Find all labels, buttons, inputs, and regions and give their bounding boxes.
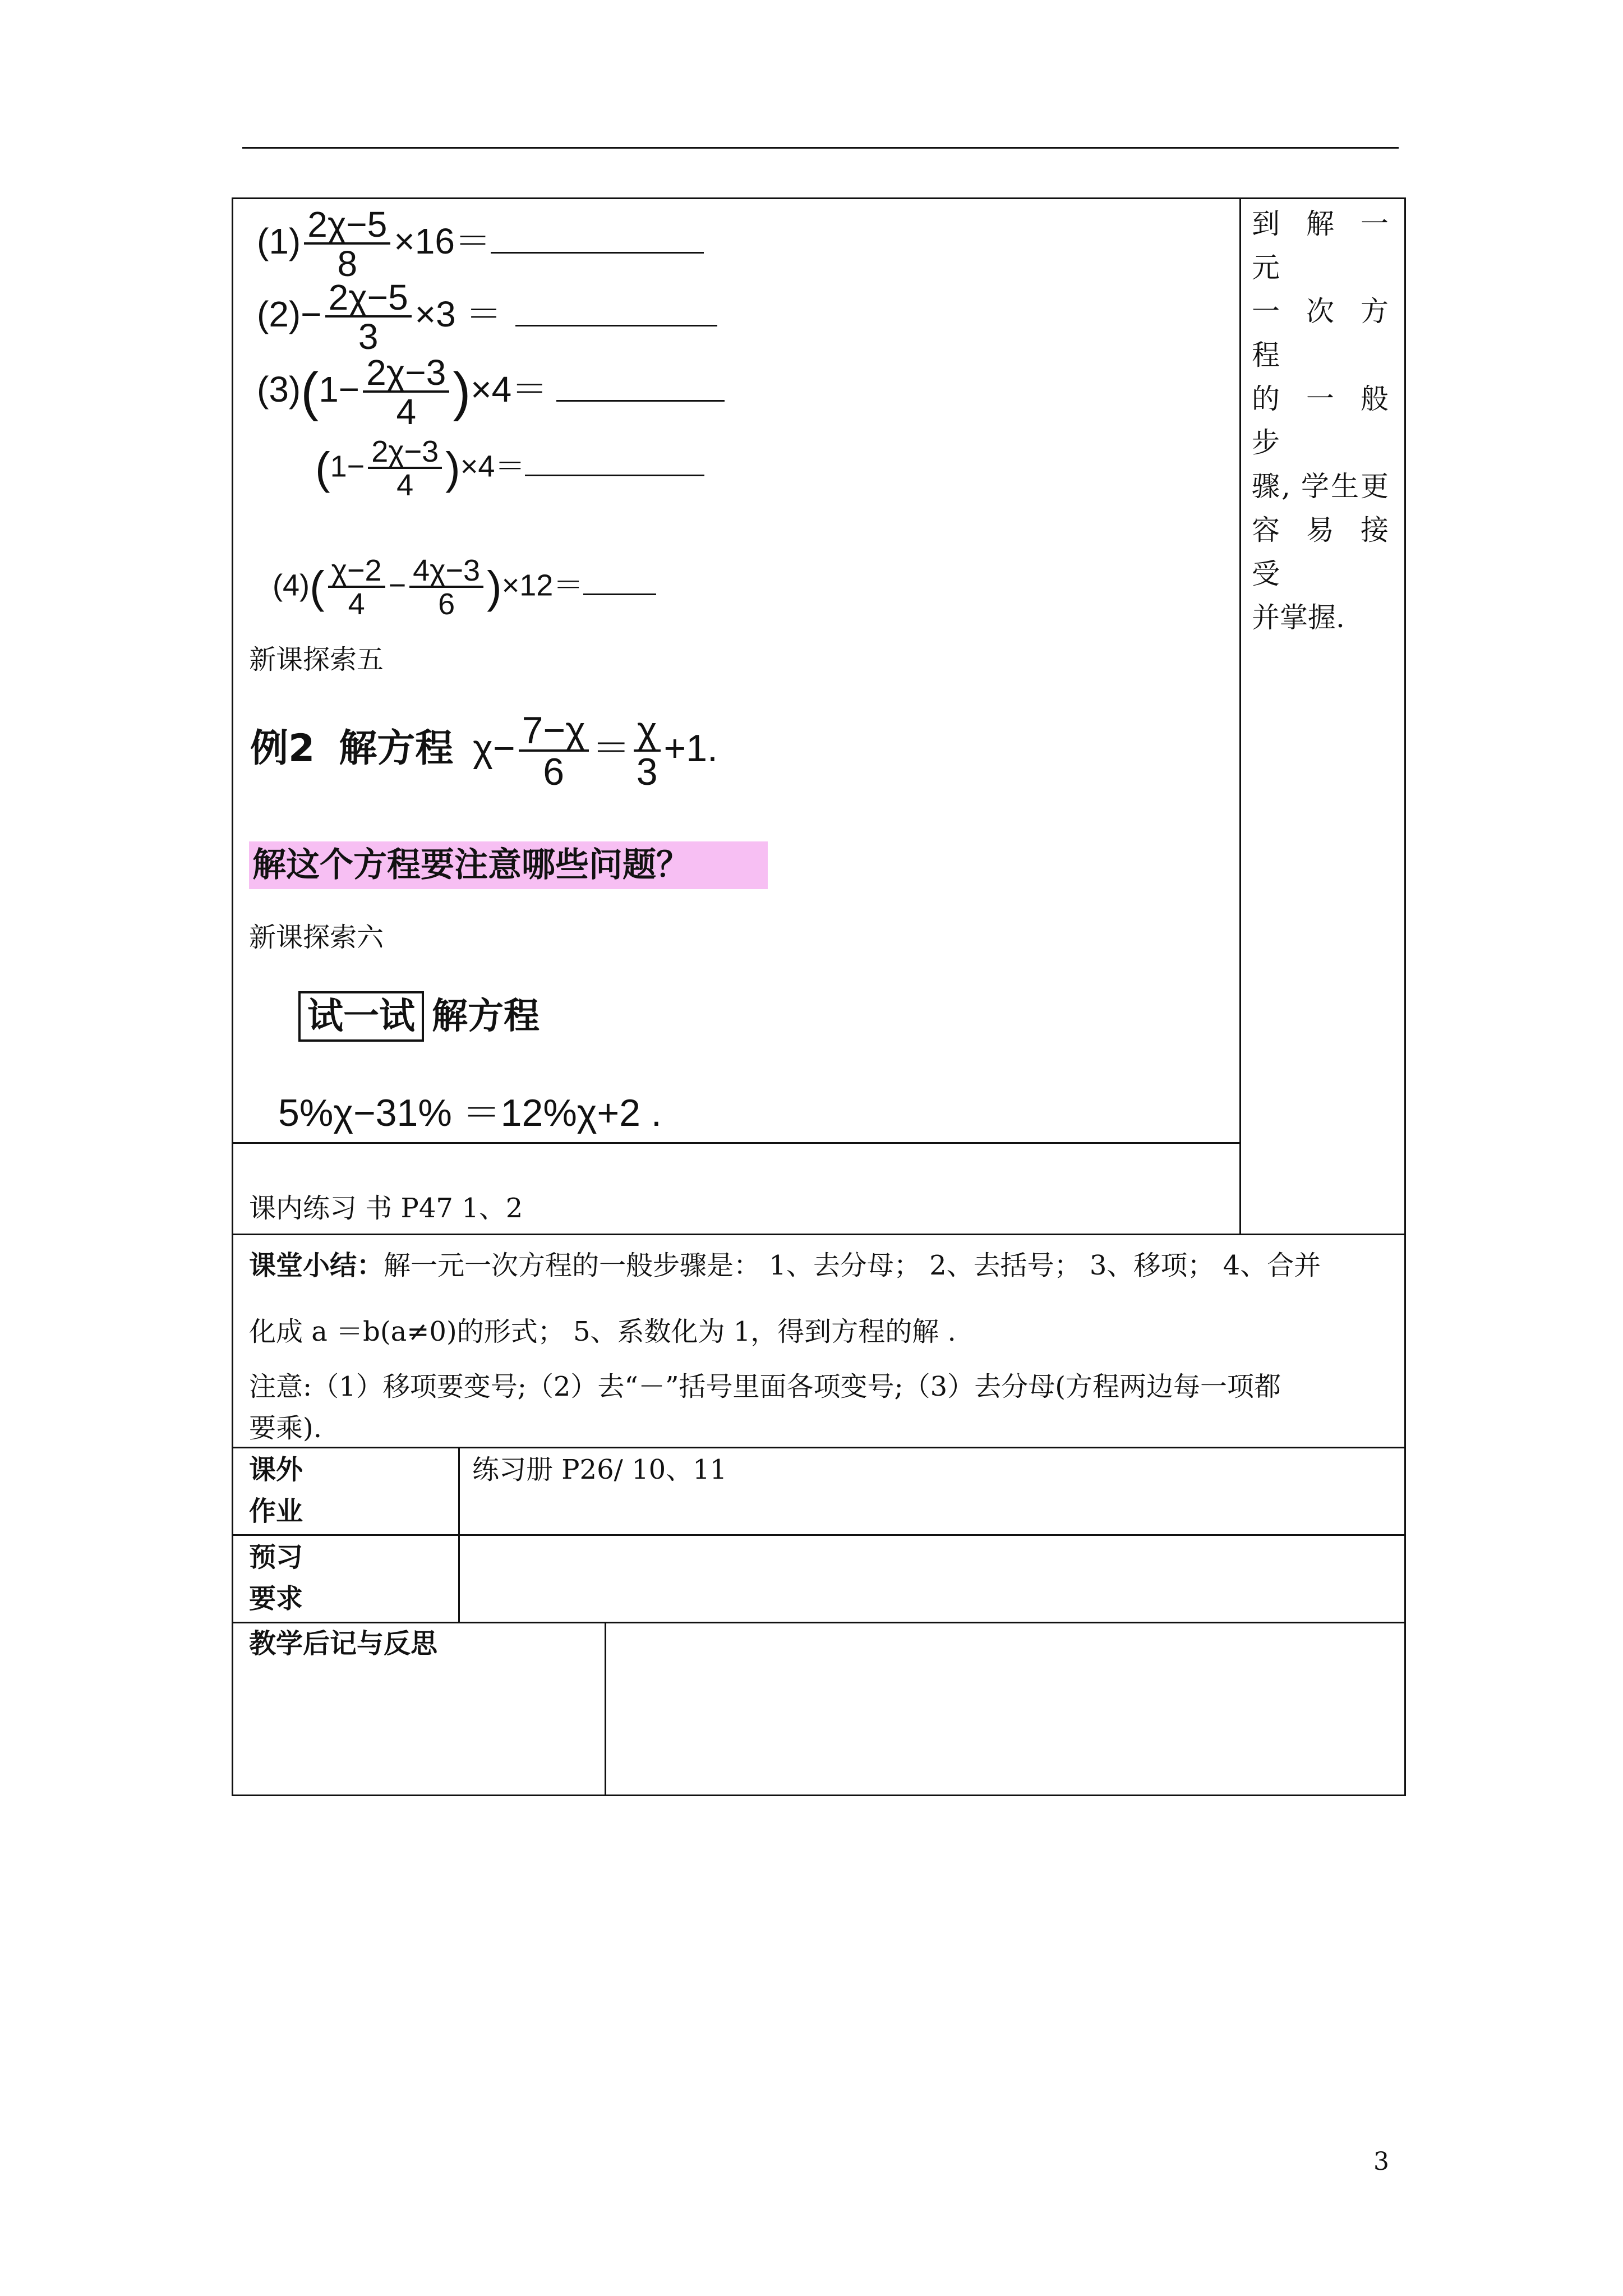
summary-line-3: 注意:（1）移项要变号;（2）去“－”括号里面各项变号;（3）去分母(方程两边每一项都: [249, 1371, 1281, 1402]
equation-tail: ×16＝: [394, 220, 491, 261]
side-note-line: 骤, 学生更: [1252, 470, 1389, 503]
equation-tail: ×4＝: [460, 449, 525, 484]
practice-line: 课内练习 书 P47 1、2: [249, 1193, 523, 1224]
summary-line-4: 要乘).: [249, 1412, 322, 1444]
section-6-heading: 新课探索六: [249, 922, 384, 953]
section-5-heading: 新课探索五: [249, 644, 384, 675]
answer-blank: [525, 475, 704, 476]
equation-label: (1): [257, 220, 301, 261]
equation-tail: +1.: [663, 726, 718, 770]
equation-1: [257, 206, 704, 282]
equation-label: (2): [257, 293, 301, 334]
denominator: 4: [396, 392, 417, 432]
answer-blank: [583, 593, 656, 595]
equation-tail: ×3 ＝: [414, 293, 502, 334]
equation-tail: ×4＝: [471, 369, 548, 409]
header-rule: [242, 147, 1399, 149]
fraction: [328, 555, 385, 619]
fraction: [304, 206, 390, 282]
equation-tail: ×12＝: [501, 568, 584, 602]
equation-sign: −: [301, 293, 322, 334]
try-label-box: 试一试: [298, 991, 424, 1042]
equals-sign: ＝: [592, 726, 630, 770]
denominator: 6: [543, 751, 565, 793]
summary-line-1: [249, 1250, 1321, 1282]
side-note-line: 一 次 方 程: [1252, 295, 1389, 371]
try-equation: 5%χ−31% ＝12%χ+2 .: [278, 1092, 662, 1134]
try-it: [298, 987, 540, 1039]
answer-blank: [491, 252, 704, 254]
equation-label: (3): [257, 369, 301, 409]
question-text: 解这个方程要注意哪些问题？: [252, 845, 690, 885]
example-label: 例2: [250, 726, 315, 771]
numerator: 2χ−5: [304, 206, 390, 245]
numerator: 2χ−3: [368, 436, 442, 469]
denominator: 3: [636, 751, 658, 793]
left-paren: (: [310, 562, 325, 612]
equation-operator: −: [388, 568, 407, 602]
numerator: 7−χ: [519, 711, 589, 752]
try-title: 解方程: [432, 996, 540, 1037]
denominator: 6: [438, 587, 455, 621]
numerator: 2χ−3: [363, 355, 449, 393]
fraction: [368, 436, 442, 500]
fraction: [634, 711, 661, 791]
side-note-line: 到 解 一 元: [1252, 208, 1389, 284]
fraction: [519, 711, 589, 791]
side-note-line: 容 易 接 受: [1252, 514, 1389, 590]
equation-lead: 1−: [330, 449, 365, 484]
left-paren: (: [315, 443, 330, 493]
example-title: 解方程: [339, 726, 454, 771]
numerator: χ: [634, 711, 661, 752]
answer-blank: [556, 400, 725, 402]
summary-line-2: 化成 a ＝b(a≠0)的形式； 5、系数化为 1，得到方程的解 .: [249, 1316, 956, 1347]
right-paren: ): [445, 443, 460, 493]
homework-label-line-2: 作业: [249, 1496, 303, 1527]
fraction: [325, 279, 412, 355]
side-note-line: 的 一 般 步: [1252, 383, 1389, 459]
equation-3-repeat: [315, 436, 704, 500]
homework-label-line-1: 课外: [249, 1454, 303, 1485]
left-paren: (: [301, 362, 319, 422]
equation-4: [273, 555, 656, 619]
example-2: [250, 711, 718, 791]
summary-text: 解一元一次方程的一般步骤是： 1、去分母； 2、去括号； 3、移项； 4、合并: [384, 1250, 1321, 1281]
answer-blank: [515, 325, 717, 326]
denominator: 4: [348, 587, 365, 621]
fraction: [409, 555, 483, 619]
denominator: 3: [358, 316, 379, 357]
right-paren: ): [453, 362, 471, 422]
right-paren: ): [487, 562, 502, 612]
preview-label-line-2: 要求: [249, 1583, 303, 1614]
preview-label-line-1: 预习: [249, 1542, 303, 1573]
page-number: 3: [1373, 2147, 1389, 2176]
side-note-line: 并掌握.: [1252, 601, 1345, 634]
numerator: 2χ−5: [325, 279, 412, 318]
numerator: 4χ−3: [409, 555, 483, 588]
homework-content: 练习册 P26/ 10、11: [472, 1454, 727, 1485]
equation-label: (4): [273, 568, 310, 602]
fraction: [363, 352, 449, 432]
equation-2: [257, 279, 717, 355]
denominator: 4: [396, 468, 414, 502]
summary-label: 课堂小结：: [249, 1250, 384, 1281]
numerator: χ−2: [328, 555, 385, 588]
equation-3: [257, 352, 725, 432]
denominator: 8: [337, 243, 358, 284]
reflection-label: 教学后记与反思: [249, 1628, 438, 1659]
equation-lead: 1−: [319, 369, 360, 409]
side-note: [1252, 202, 1389, 639]
equation-lead: χ−: [473, 726, 515, 770]
